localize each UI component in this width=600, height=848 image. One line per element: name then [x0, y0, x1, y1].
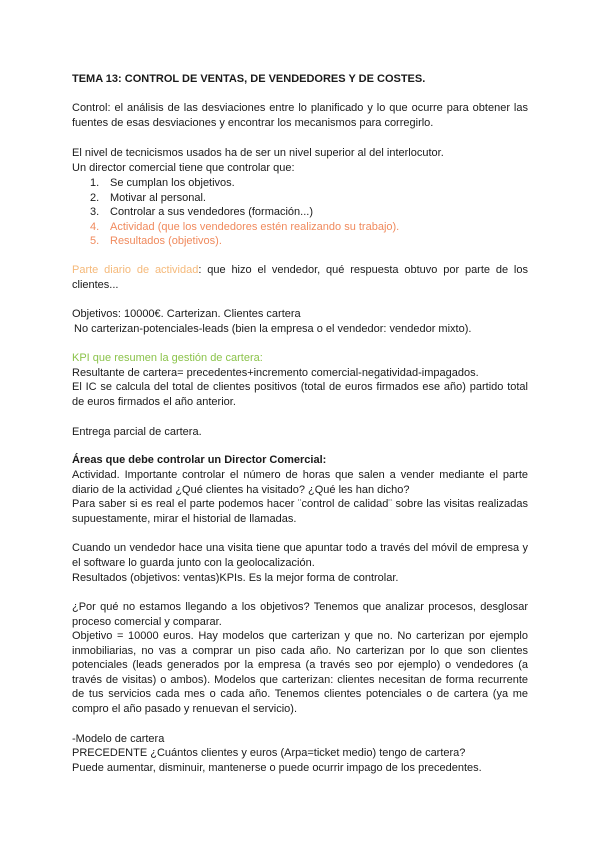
objetivos-line: Objetivos: 10000€. Carterizan. Clientes cartera [72, 308, 301, 320]
ic-paragraph: El IC se calcula del total de clientes positivos (total de euros firmados ese año) partido total de euros firmados el año anterior. [72, 381, 528, 408]
list-item [90, 205, 313, 219]
parte-diario-text: : que hizo el vendedor, qué respuesta obtuvo por parte de los clientes... [72, 264, 528, 291]
parte-diario-label: Parte diario de actividad [72, 264, 199, 276]
tecnicismos-paragraph: El nivel de tecnicismos usados ha de ser un nivel superior al del interlocutor. [72, 147, 444, 159]
list-text: Resultados (objetivos). [110, 235, 222, 247]
resultante-line: Resultante de cartera= precedentes+incremento comercial-negatividad-impagados. [72, 367, 479, 379]
para-saber-paragraph: Para saber si es real el parte podemos hacer ¨control de calidad¨ sobre las visitas realizadas supuestamente, mirar el historial de llamadas. [72, 498, 528, 525]
director-intro: Un director comercial tiene que controlar que: [72, 162, 295, 174]
list-item [90, 176, 235, 190]
list-text: Se cumplan los objetivos. [110, 177, 235, 189]
puede-line: Puede aumentar, disminuir, mantenerse o puede ocurrir impago de los precedentes. [72, 762, 482, 774]
entrega-line: Entrega parcial de cartera. [72, 426, 202, 438]
precedente-line: PRECEDENTE ¿Cuántos clientes y euros (Arpa=ticket medio) tengo de cartera? [72, 747, 466, 759]
list-item [90, 234, 222, 248]
kpi-heading: KPI que resumen la gestión de cartera: [72, 352, 263, 364]
control-definition: Control: el análisis de las desviaciones entre lo planificado y lo que ocurre para obtener las fuentes de esas desviaciones y encontrar los mecanismos para corregirlo. [72, 102, 528, 129]
list-text: Actividad (que los vendedores estén realizando su trabajo). [110, 221, 400, 233]
list-number: 3. [90, 206, 100, 218]
list-text: Motivar al personal. [110, 192, 206, 204]
list-text: Controlar a sus vendedores (formación...) [110, 206, 313, 218]
resultados-line: Resultados (objetivos: ventas)KPIs. Es la mejor forma de controlar. [72, 572, 399, 584]
list-number: 4. [90, 221, 100, 233]
page-title: TEMA 13: CONTROL DE VENTAS, DE VENDEDORES Y DE COSTES. [72, 73, 426, 85]
objetivo-paragraph: Objetivo = 10000 euros. Hay modelos que carterizan y que no. No carterizan por ejemplo inmobiliarias, no vas a comprar un piso cada año. No carterizan por lo que son clientes potenciales (leads generados por la empresa (a través seo por ejemplo) o vendedores (a través de visitas) o ambos). Modelos que carterizan: clientes necesitan de forma recurrente de tus servicios cada mes o cada año. Tenemos clientes potenciales o de cartera (ya me compro el año pasado y renuevan el servicio). [72, 630, 528, 715]
list-number: 1. [90, 177, 100, 189]
list-number: 5. [90, 235, 100, 247]
actividad-paragraph: Actividad. Importante controlar el número de horas que salen a vender mediante el parte diario de la actividad ¿Qué clientes ha visitado? ¿Qué les han dicho? [72, 469, 528, 496]
list-number: 2. [90, 192, 100, 204]
por-que-paragraph: ¿Por qué no estamos llegando a los objetivos? Tenemos que analizar procesos, desglosar proceso comercial y comparar. [72, 601, 528, 628]
cuando-paragraph: Cuando un vendedor hace una visita tiene que apuntar todo a través del móvil de empresa y el software lo guarda junto con la geolocalización. [72, 542, 528, 569]
areas-heading: Áreas que debe controlar un Director Comercial: [72, 454, 327, 466]
list-item [90, 191, 206, 205]
parte-diario-paragraph [72, 263, 528, 292]
modelo-line: -Modelo de cartera [72, 733, 165, 745]
list-item [90, 220, 399, 234]
no-carterizan-line: No carterizan-potenciales-leads (bien la empresa o el vendedor: vendedor mixto). [74, 323, 472, 335]
